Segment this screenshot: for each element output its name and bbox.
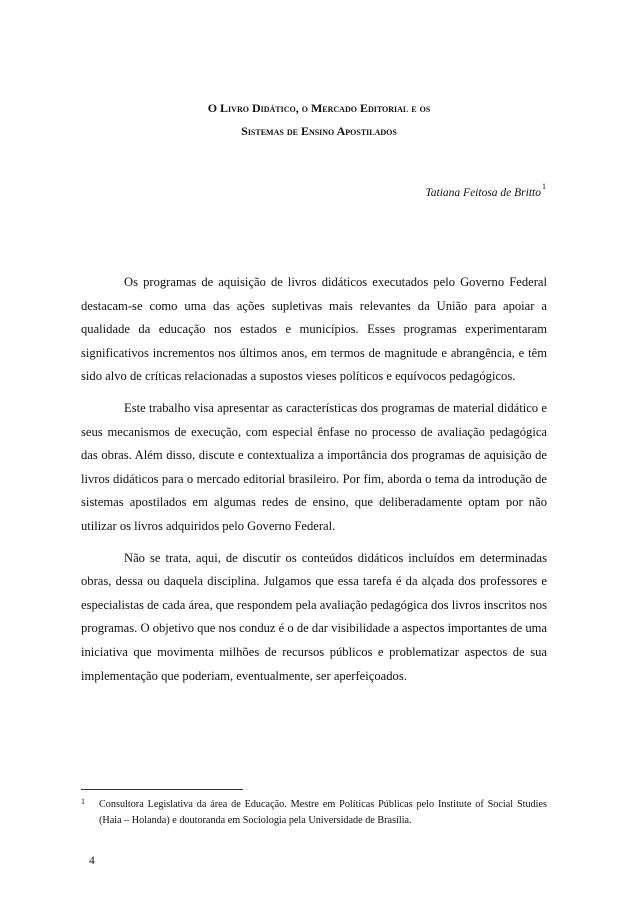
footnote-divider <box>81 789 243 790</box>
paragraph: Os programas de aquisição de livros didáticos executados pelo Governo Federal destacam-se como uma das ações supletivas mais relevantes da União para apoiar a qualidade da educação nos estados e municípios. Esses programas experimentaram significativos incrementos nos últimos anos, em termos de magnitude e abrangência, e têm sido alvo de críticas relacionadas a supostos vieses políticos e equívocos pedagógicos. <box>81 275 547 384</box>
footnote <box>81 797 547 829</box>
title-line-2: Sistemas de Ensino Apostilados <box>241 124 397 138</box>
author-name: Tatiana Feitosa de Britto <box>425 187 541 199</box>
footnote-mark: 1 <box>81 797 85 806</box>
document-body <box>81 271 547 696</box>
author-line <box>425 182 546 199</box>
footnote-text: Consultora Legislativa da área de Educação. Mestre em Políticas Públicas pelo Institute of Social Studies (Haia – Holanda) e doutoranda em Sociologia pela Universidade de Brasília. <box>99 799 547 826</box>
author-footnote-ref[interactable]: 1 <box>542 182 546 191</box>
paragraph: Não se trata, aqui, de discutir os conteúdos didáticos incluídos em determinadas obras, dessa ou daquela disciplina. Julgamos que essa tarefa é da alçada dos professores e especialistas de cada área, que respondem pela avaliação pedagógica dos livros inscritos nos programas. O objetivo que nos conduz é o de dar visibilidade a aspectos importantes de uma iniciativa que movimenta milhões de recursos públicos e problematizar aspectos de sua implementação que poderiam, eventualmente, ser aperfeiçoados. <box>81 550 547 683</box>
document-title <box>80 97 558 143</box>
title-line-1: O Livro Didático, o Mercado Editorial e os <box>207 101 431 115</box>
page-number: 4 <box>89 855 95 867</box>
paragraph: Este trabalho visa apresentar as características dos programas de material didático e seus mecanismos de execução, com especial ênfase no processo de avaliação pedagógica das obras. Além disso, discute e contextualiza a importância dos programas de aquisição de livros didáticos para o mercado editorial brasileiro. Por fim, aborda o tema da introdução de sistemas apostilados em algumas redes de ensino, que deliberadamente optam por não utilizar os livros adquiridos pelo Governo Federal. <box>81 400 547 533</box>
